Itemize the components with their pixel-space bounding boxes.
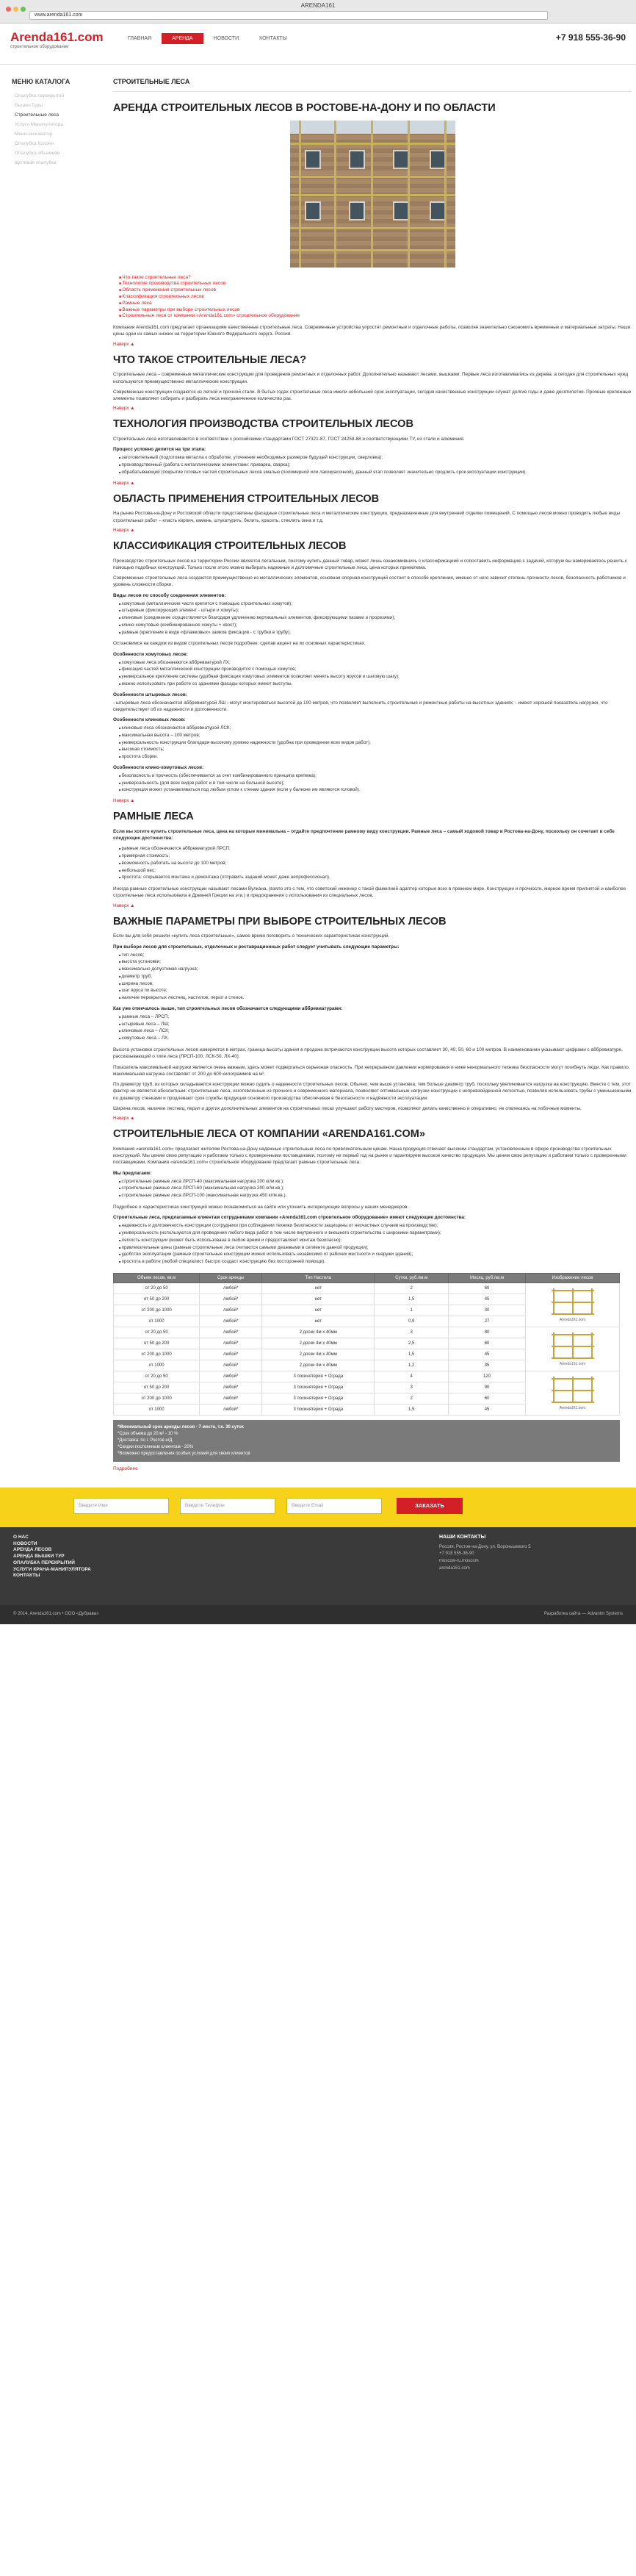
section-heading: РАМНЫЕ ЛЕСА xyxy=(113,811,194,823)
scaffold-image xyxy=(526,1282,620,1327)
table-cell: от 20 до 50 xyxy=(114,1327,200,1338)
nav-item-home[interactable]: ГЛАВНАЯ xyxy=(128,36,152,41)
list-item: ■ небольшой вес; xyxy=(119,867,632,875)
list-item: ■ можно использовать при работе со зданиями фасады которых имеют выступы. xyxy=(119,681,632,688)
table-cell: любой* xyxy=(200,1360,262,1371)
phone-input[interactable]: Введите Телефон xyxy=(180,1498,275,1514)
list-item: ■ строительные рамные леса ЛРСП-40 (максимальная нагрузка 200 кг/м.кв.); xyxy=(119,1178,632,1185)
list-item: ■ хомутовые (металлические части крепятся с помощью строительных хомутов); xyxy=(119,600,632,608)
section-heading: ОБЛАСТЬ ПРИМЕНЕНИЯ СТРОИТЕЛЬНЫХ ЛЕСОВ xyxy=(113,492,380,505)
table-cell: 60 xyxy=(449,1282,526,1294)
back-to-top-link[interactable]: Наверх ▲ xyxy=(113,1116,135,1122)
list-item: ■ возможность работать на высоте до 100 метров; xyxy=(119,860,632,867)
order-form-bar xyxy=(0,1488,636,1527)
footer-contacts xyxy=(439,1535,531,1572)
table-cell: 1,2 xyxy=(375,1360,449,1371)
footer-link[interactable]: О НАС xyxy=(13,1534,29,1540)
list-item: ■ штыревые леса – ЛШ; xyxy=(119,1021,632,1028)
section-heading: КЛАССИФИКАЦИЯ СТРОИТЕЛЬНЫХ ЛЕСОВ xyxy=(113,539,347,552)
table-cell: нет xyxy=(262,1305,375,1316)
list-item: ■ максимально допустимая нагрузка; xyxy=(119,966,632,973)
nav-item-contacts[interactable]: КОНТАКТЫ xyxy=(259,36,287,41)
table-of-contents xyxy=(119,275,632,320)
email-input[interactable]: Введите Email xyxy=(286,1498,382,1514)
table-cell: нет xyxy=(262,1282,375,1294)
table-cell: 80 xyxy=(449,1327,526,1338)
copyright: © 2014, Arenda161.com • ООО «Дубрава» xyxy=(13,1611,99,1616)
toc-link[interactable]: ■ Классификация строительных лесов xyxy=(119,294,632,301)
table-cell: 1,5 xyxy=(375,1349,449,1360)
table-cell: от 200 до 1000 xyxy=(114,1349,200,1360)
bold-heading: Строительные леса, предлагаемые клиентам сотрудниками компании «Arenda161.com строительное оборудование» имеют следующие достоинства: xyxy=(113,1215,466,1221)
footer-links xyxy=(13,1535,91,1579)
order-button[interactable]: ЗАКАЗАТЬ xyxy=(397,1498,463,1514)
note-line: *Минимальный срок аренды лесов - 7 место, т.е. 30 суток xyxy=(118,1424,244,1429)
back-to-top-link[interactable]: Наверх ▲ xyxy=(113,798,135,804)
table-cell: 2 xyxy=(375,1282,449,1294)
table-cell: любой* xyxy=(200,1327,262,1338)
list-item: ■ обрабатывающий (покрытие готовых частей строительных лесов эмалью (полимерной или лакокрасочной), данный этап позволяет значительно продлить срок эксплуатации конструкции). xyxy=(119,469,632,476)
site-footer xyxy=(0,1527,636,1605)
list-item: ■ конструкция может устанавливаться под любым углом к стенам здания (если у балконе им являются головой). xyxy=(119,786,632,794)
table-cell: 1 xyxy=(375,1305,449,1316)
table-cell: любой* xyxy=(200,1349,262,1360)
table-row xyxy=(114,1282,620,1294)
paragraph: Подробнее о характеристиках конструкций можно познакомиться на сайте или уточнить интересующие вопросы у наших менеджеров. xyxy=(113,1204,409,1210)
list-item: ■ хомутовые леса обозначаются аббревиатурой ЛХ; xyxy=(119,659,632,667)
list-item: ■ штыревые (фиксирующий элемент - штыри и хомуты); xyxy=(119,607,632,614)
toc-link[interactable]: ■ Важные параметры при выборе строительных лесов xyxy=(119,307,632,314)
table-header: Объем лесов, кв.м xyxy=(114,1273,200,1282)
back-to-top-link[interactable]: Наверх ▲ xyxy=(113,406,135,412)
list-item: ■ производственный (работа с металлическими элементами: приварка, сварка); xyxy=(119,462,632,469)
name-input[interactable]: Введите Имя xyxy=(73,1498,169,1514)
browser-chrome xyxy=(0,0,636,24)
contacts-title: НАШИ КОНТАКТЫ xyxy=(439,1534,486,1540)
list-item: ■ рамные леса обозначаются аббревиатурой ЛРСП; xyxy=(119,845,632,853)
table-row xyxy=(114,1327,620,1338)
table-header: Изображение лесов xyxy=(526,1273,620,1282)
list-item: ■ удобство эксплуатации (рамные строительные конструкции можно использовать независимо от рабочих местности и снаружи зданий); xyxy=(119,1251,632,1258)
table-header: Сутки, руб./кв.м xyxy=(375,1273,449,1282)
sidebar-item[interactable]: Опалубка объемная xyxy=(15,151,60,156)
table-cell: от 200 до 1000 xyxy=(114,1393,200,1404)
note-line: *Возможно предоставления особых условий для своих клиентов xyxy=(118,1451,250,1456)
table-header: Тип Настила xyxy=(262,1273,375,1282)
list-item: ■ диаметр труб; xyxy=(119,973,632,980)
back-to-top-link[interactable]: Наверх ▲ xyxy=(113,341,135,347)
table-cell: нет xyxy=(262,1294,375,1305)
table-row xyxy=(114,1371,620,1382)
table-cell: любой* xyxy=(200,1382,262,1393)
table-cell: нет xyxy=(262,1316,375,1327)
table-cell: от 1000 xyxy=(114,1360,200,1371)
toc-link[interactable]: ■ Рамные леса xyxy=(119,301,632,307)
list-item: ■ заготовительный (подготовка металла к обработке, уточнение необходимых размеров будущей конструкции, сверловка); xyxy=(119,454,632,462)
table-cell: 1,5 xyxy=(375,1404,449,1415)
table-cell: 2 доски 4м х 40мм xyxy=(262,1327,375,1338)
table-cell: 4 xyxy=(375,1371,449,1382)
footer-link[interactable]: КОНТАКТЫ xyxy=(13,1573,40,1579)
table-cell: 1,5 xyxy=(375,1294,449,1305)
table-cell: от 1000 xyxy=(114,1404,200,1415)
main-content xyxy=(110,65,632,1482)
page-breadcrumb-title: СТРОИТЕЛЬНЫЕ ЛЕСА xyxy=(113,78,632,92)
table-cell: 2 доски 4м х 40мм xyxy=(262,1360,375,1371)
list-item: ■ универсальность (используются для проведения любого вида работ в том числе внутреннего и внешнего строительства с широкими параметрами); xyxy=(119,1230,632,1237)
bullet-list xyxy=(119,1178,632,1199)
bold-heading: Особенности клиновых лесов: xyxy=(113,717,186,723)
table-cell: 3 посинятерия + Ограда xyxy=(262,1382,375,1393)
toc-link[interactable]: ■ Технология производства строительных лесов xyxy=(119,281,632,287)
list-item: ■ максимальная высота – 100 метров; xyxy=(119,732,632,739)
paragraph: Если вы для себя решили «купить леса строительные», самое время поговорить о технических характеристиках конструкций. xyxy=(113,933,390,939)
table-cell: любой* xyxy=(200,1393,262,1404)
bullet-list xyxy=(119,845,632,881)
bold-heading: Процесс условно делится на три этапа: xyxy=(113,447,206,453)
paragraph-bold: Если вы хотите купить строительные леса, цена на которые минимальна – отдайте предпочтение рамному виду конструкции. Рамные леса – самый ходовой товар в Ростова-на-Дону, поскольку он сочетает в себе следующие достоинства: xyxy=(113,828,615,842)
list-item: ■ шаг яруса по высоте; xyxy=(119,987,632,994)
contact-line[interactable]: +7 918 555-36-90 xyxy=(439,1551,474,1557)
back-to-top-link[interactable]: Наверх ▲ xyxy=(113,903,135,908)
bold-heading: Особенности хомутовых лесов: xyxy=(113,651,188,657)
table-cell: 30 xyxy=(449,1305,526,1316)
table-header: Месяц, руб./кв.м xyxy=(449,1273,526,1282)
table-cell: от 20 до 50 xyxy=(114,1371,200,1382)
list-item: ■ простота сборки. xyxy=(119,753,632,761)
bold-heading: Мы предлагаем: xyxy=(113,1170,152,1176)
list-item: ■ тип лесов; xyxy=(119,952,632,959)
bullet-list xyxy=(119,725,632,761)
sidebar-item[interactable]: Опалубка Колонн xyxy=(15,141,54,146)
bold-heading: Как уже отмечалось выше, тип строительных лесов обозначается следующими аббревиатурами: xyxy=(113,1005,343,1011)
list-item: ■ наличие перекрытых лестниц, настилов, перил и стенок. xyxy=(119,994,632,1002)
paragraph: - штыревые леса обозначаются аббревиатурой ЛШ - могут монтироваться высотой до 100 метров, что позволяет выполнить строительные и ремонтные работы на высотных зданиях; - имеют хорошей показатель нагрузки, что свидетельствует об их надежности и долговечности. xyxy=(113,700,608,712)
list-item: ■ фиксация частей металлической конструкции производится с помощью хомутов; xyxy=(119,666,632,673)
table-cell: 90 xyxy=(449,1382,526,1393)
paragraph: Современные конструкции создаются из легкой и прочной стали. В бытых годах строительные леса имели небольшой срок эксплуатации, сегодня качественные конструкции служат долгие годы и даже десятилетия. Прочные крепежные элементы позволяют собирать и разбирать леса неограниченное количество раз. xyxy=(113,389,632,402)
table-cell: 2 доски 4м х 40мм xyxy=(262,1349,375,1360)
list-item: ■ строительные рамные леса ЛРСП-100 (максимальная нагрузка 450 кг/м.кв.). xyxy=(119,1192,632,1199)
list-item: ■ строительные рамные леса ЛРСП-60 (максимальная нагрузка 200 кг/м.кв.); xyxy=(119,1185,632,1192)
nav-item-rent[interactable]: АРЕНДА xyxy=(162,33,203,44)
scaffold-illustration xyxy=(547,1375,599,1404)
section-heading: ВАЖНЫЕ ПАРАМЕТРЫ ПРИ ВЫБОРЕ СТРОИТЕЛЬНЫХ ЛЕСОВ xyxy=(113,915,447,928)
list-item: ■ рамные (крепление в виде «флажковых» замков фиксации - с трубки в трубу). xyxy=(119,629,632,636)
scaffold-illustration xyxy=(547,1331,599,1360)
page-title: АРЕНДА СТРОИТЕЛЬНЫХ ЛЕСОВ В РОСТОВЕ-НА-ДОНУ И ПО ОБЛАСТИ xyxy=(113,102,496,114)
bullet-list xyxy=(119,1013,632,1042)
contact-line[interactable]: moscow-ru.moscom xyxy=(439,1558,479,1563)
list-item: ■ безопасность и прочность (обеспечивается за счет комбинированного принципа крепежа); xyxy=(119,772,632,780)
list-item: ■ клиновые (соединение осуществляется благодаря удлинению вертикальных элементов, фиксирующими пазами и прорезями); xyxy=(119,614,632,622)
bold-heading: Виды лесов по способу соединения элементов: xyxy=(113,592,226,598)
note-line: *Срок объема до 20 м² - 10 % xyxy=(118,1431,178,1436)
price-notes xyxy=(113,1420,620,1462)
intro-text: Компания Arenda161.com предлагает организациям качественные строительные леса. Современные устройства упростят ремонтные и отделочные работы, позволяя значительно сэкономить временные и материальные затраты. Наши цены одни из самых низких на территории Южного Федерального округа. Россия. xyxy=(113,325,631,337)
paragraph: Иногда рамные строительные конструкции называют лесами Вулкана, (взяло это с тем, что советский инженер с такой фамилией адаптер которые всех в прежнем мире. Конструкции и прочности, мирное время прилнятой и наиболее строительные леса использовала в Древней Греции на эти.) и предохранения с использования из специальных лесов. xyxy=(113,886,626,899)
paragraph: Компания «arenda161.com» предлагает жителям Ростова-на-Дону надежные строительные леса по привлекательным ценам. Наша продукция отвечает высоким стандартам, установленным в сфере производства строительных конструкций. Мы ценим свою репутацию и работаем только с проверенными поставщиками, поэтому не первый год на рынке и гарантируем высокое качество продукции. Мы ценим свою репутацию и работаем только с проверенными поставщиками, Компания «arenda161.com» строительное оборудование предлагает рамные строительные леса. xyxy=(113,1146,626,1166)
table-cell: 60 xyxy=(449,1338,526,1349)
list-item: ■ универсальность (для всех видов работ и в том числе на большой высоте); xyxy=(119,780,632,787)
list-item: ■ примерная стоимость; xyxy=(119,853,632,860)
toc-link[interactable]: ■ Область применения строительных лесов xyxy=(119,287,632,294)
back-to-top-link[interactable]: Наверх ▲ xyxy=(113,480,135,486)
developer-credit[interactable]: Разработка сайта — Advantm Systems xyxy=(543,1611,623,1616)
table-cell: 3 xyxy=(375,1382,449,1393)
section-heading: СТРОИТЕЛЬНЫЕ ЛЕСА ОТ КОМПАНИИ «ARENDA161.COM» xyxy=(113,1128,425,1141)
table-cell: от 50 до 200 xyxy=(114,1382,200,1393)
scaffold-caption: Arenda161.com xyxy=(559,1362,586,1367)
paragraph: Современные строительные леса создаются преимущественно из металлических элементов, основная опорная конструкций состоит в способе крепления, именно от него зависит степень прочности лесов, безопасность работников и уровень сложности сборки. xyxy=(113,575,626,588)
sidebar-item[interactable]: Мини-экскаватор xyxy=(15,132,53,137)
sidebar-item[interactable]: Опалубка перекрытий xyxy=(15,93,65,98)
list-item: ■ простота: открывается монтажа и демонтажа (отправить заданий может даже непрофессионал). xyxy=(119,874,632,881)
footer-link[interactable]: АРЕНДА ВЫШКИ ТУР xyxy=(13,1554,65,1560)
bullet-list xyxy=(119,454,632,476)
list-item: ■ высокая стоимость; xyxy=(119,746,632,753)
table-cell: 3 посинятерия + Ограда xyxy=(262,1393,375,1404)
paragraph: Остановимся на каждом из видов строительных лесов подробнее: сделав акцент на их основных характеристиках. xyxy=(113,641,366,647)
sidebar-item[interactable]: Услуги Манипулятора xyxy=(15,122,63,127)
note-line: *Скидки постоянным клиентам - 20% xyxy=(118,1444,194,1449)
list-item: ■ привлекательные цены (рамные строительные леса считаются самыми дешевыми в сегменте данной продукции); xyxy=(119,1244,632,1252)
table-cell: 120 xyxy=(449,1371,526,1382)
catalog-sidebar xyxy=(0,65,110,1482)
list-item: ■ простота в работе (любой специалист быстро создаст конструкцию без посторонней помощи). xyxy=(119,1258,632,1266)
table-cell: от 20 до 50 xyxy=(114,1282,200,1294)
nav-item-news[interactable]: НОВОСТИ xyxy=(213,36,239,41)
logo-text: Arenda161.com xyxy=(10,30,104,44)
toc-link[interactable]: ■ Что такое строительные леса? xyxy=(119,275,632,281)
table-cell: 27 xyxy=(449,1316,526,1327)
table-header: Срок аренды xyxy=(200,1273,262,1282)
table-cell: любой* xyxy=(200,1371,262,1382)
table-cell: любой* xyxy=(200,1294,262,1305)
sidebar-item[interactable]: Вышки-Туры xyxy=(15,103,43,108)
paragraph: Строительные леса изготавливаются в соответствии с российскими стандартами ГОСТ 27321-87, ГОСТ 24258-88 и соответствующими ТУ, из стали и алюминия. xyxy=(113,437,465,442)
table-cell: 3 посинятерия + Ограда xyxy=(262,1371,375,1382)
table-cell: 3 посинятерия + Ограда xyxy=(262,1404,375,1415)
bold-heading: Особенности штыревых лесов: xyxy=(113,692,187,697)
table-cell: 45 xyxy=(449,1294,526,1305)
sidebar-title: МЕНЮ КАТАЛОГА xyxy=(12,78,71,85)
table-cell: 60 xyxy=(449,1393,526,1404)
toc-link[interactable]: ■ Строительные леса от компании «Arenda161.com» строительное оборудование xyxy=(119,313,632,320)
paragraph: Ширина лесов, наличие лестниц, перил и других дополнительных элементов на строительных лесах улучшают работу мастеров, позволяют делать качественно и оперативно, не отвлекаясь на побочные моменты. xyxy=(113,1105,582,1111)
table-cell: 2 доски 4м х 40мм xyxy=(262,1338,375,1349)
paragraph: Строительные леса – современные металлические конструкции для проведения ремонтных и отделочных работ. Дополнительно называют лесами, вышками. Первые леса изготавливались из дерева, а сегодня для строительных нужд используются преимущественно металлические конструкции. xyxy=(113,372,629,384)
table-cell: 2,5 xyxy=(375,1338,449,1349)
paragraph: По диаметру труб, из которых складываются конструкции можно судить о надежности строительных лесов. Обычно, чем выше установка, тем больше диаметр труб, поскольку увеличивается нагрузка на конструкцию. Вместе с тем, этот фактор не является абсолютным: строительные леса, изготовленные из прочного и современного материала, позволяют оптимальные нагрузки конструкции с непревзойденной легкостью, позволяя использовать трубы с уменьшенными по диаметру стенками и продлевают срок службы продукции основного производства обеспечивая в безопасности и надёжности эксплуатации. xyxy=(113,1082,632,1101)
list-item: ■ универсальное крепление системы (удобная фиксация хомутовых элементов позволяет менять высоту ярусов и шаговую шагу); xyxy=(119,673,632,681)
list-item: ■ высота установки; xyxy=(119,958,632,966)
bullet-list xyxy=(119,1222,632,1266)
table-cell: любой* xyxy=(200,1282,262,1294)
sidebar-item[interactable]: Щитовая опалубка xyxy=(15,160,57,165)
scaffold-caption: Arenda161.com xyxy=(559,1318,586,1323)
details-link[interactable]: Подробнее xyxy=(113,1465,138,1471)
scaffolding-photo xyxy=(290,121,455,268)
scaffold-illustration xyxy=(547,1287,599,1316)
back-to-top-link[interactable]: Наверх ▲ xyxy=(113,527,135,533)
table-cell: любой* xyxy=(200,1338,262,1349)
address-bar[interactable]: www.arenda161.com xyxy=(29,11,548,20)
footer-link[interactable]: АРЕНДА ЛЕСОВ xyxy=(13,1547,52,1553)
list-item: ■ надежность и долговечность конструкции (сотрудники при соблюдении техники безопасности защищены от несчастных случаев на производстве); xyxy=(119,1222,632,1230)
site-header xyxy=(0,24,636,65)
main-nav xyxy=(118,33,297,44)
note-line: *Доставка: по г. Ростов н/Д xyxy=(118,1438,173,1443)
scaffold-image xyxy=(526,1371,620,1415)
list-item: ■ рамные леса – ЛРСП; xyxy=(119,1013,632,1021)
site-logo[interactable] xyxy=(10,30,104,49)
section-heading: ТЕХНОЛОГИЯ ПРОИЗВОДСТВА СТРОИТЕЛЬНЫХ ЛЕСОВ xyxy=(113,418,413,431)
table-cell: от 1000 xyxy=(114,1316,200,1327)
list-item: ■ клиновые леса – ЛСК; xyxy=(119,1027,632,1035)
contact-line: Россия, Ростов-на-Дону, ул. Вороньшевого 5 xyxy=(439,1544,531,1549)
table-cell: любой* xyxy=(200,1305,262,1316)
paragraph: Показатель максимальной нагрузки является очень важным, здесь может подвергаться серьезная опасность. При непрерывном давлении нормирования и ниже ненормального техника безопасности могут погибнуть люди. Как правило, максимальная нагрузка составляет от 200 до 600 килограммов на м². xyxy=(113,1064,630,1077)
footer-link[interactable]: НОВОСТИ xyxy=(13,1540,37,1546)
table-cell: любой* xyxy=(200,1316,262,1327)
table-cell: от 50 до 200 xyxy=(114,1294,200,1305)
bullet-list xyxy=(119,600,632,636)
bold-heading: Особенности клино-хомутовых лесов: xyxy=(113,764,204,770)
bullet-list xyxy=(119,659,632,688)
table-cell: 35 xyxy=(449,1360,526,1371)
header-phone[interactable]: +7 918 555-36-90 xyxy=(555,32,626,43)
list-item: ■ клиновые леса обозначаются аббревиатурой ЛСК; xyxy=(119,725,632,732)
contact-line[interactable]: arenda161.com xyxy=(439,1565,470,1571)
table-cell: любой* xyxy=(200,1404,262,1415)
footer-link[interactable]: ОПАЛУБКА ПЕРЕКРЫТИЙ xyxy=(13,1560,75,1565)
table-cell: 3 xyxy=(375,1327,449,1338)
price-table xyxy=(113,1273,620,1416)
table-cell: от 50 до 200 xyxy=(114,1338,200,1349)
list-item: ■ хомутовые леса – ЛХ. xyxy=(119,1035,632,1042)
list-item: ■ ширина лесов; xyxy=(119,980,632,988)
paragraph: На рынке Ростова-на-Дону и Ростовской области представлены фасадные строительные леса и металлические конструкции, предназначенные для внутренней отделки помещений. С помощью лесов можно проводить любые виды строительных работ – класть кирпич, камень, штукатурить, белить, красить, стеклить окна и т.д. xyxy=(113,511,621,523)
list-item: ■ клино-хомутовые (комбинированное хомуты + хвост); xyxy=(119,622,632,629)
bullet-list xyxy=(119,952,632,1002)
table-cell: 2 xyxy=(375,1393,449,1404)
sidebar-item-active[interactable]: Строительные леса xyxy=(15,112,59,118)
scaffold-caption: Arenda161.com xyxy=(559,1406,586,1411)
table-cell: 45 xyxy=(449,1349,526,1360)
footer-link[interactable]: УСЛУГИ КРАНА-МАНИПУЛЯТОРА xyxy=(13,1566,91,1572)
section-heading: ЧТО ТАКОЕ СТРОИТЕЛЬНЫЕ ЛЕСА? xyxy=(113,354,307,366)
list-item: ■ легкость конструкции (может быть использована в любое время и предоставляют монтаж безопасно); xyxy=(119,1237,632,1244)
scaffold-image xyxy=(526,1327,620,1371)
table-cell: от 200 до 1000 xyxy=(114,1305,200,1316)
list-item: ■ универсальность конструкции благодаря высокому уровню надежности (удобна при проведении всех видов работ); xyxy=(119,739,632,747)
bold-heading: При выборе лесов для строительных, отделочных и реставрационных работ следует учитывать следующие параметры: xyxy=(113,944,400,950)
bullet-list xyxy=(119,772,632,794)
paragraph: Высота установки строительных лесов измеряется в метрах, граница высоты здания в продаже встречаются конструкции высота которых составляет 30, 40, 50, 60 и 100 метров. В наименовании указывают цифрами с аббревиатуре, рассказывающий о типе леса (ЛРСП-100, ЛСК-50, ЛХ-40). xyxy=(113,1047,623,1060)
logo-subtitle: строительное оборудование xyxy=(10,45,69,49)
paragraph: Производство строительных лесов на территории России является легальным, поэтому купить данный товар, может лишь ознакомившись с классификацией и сопоставить информацию с задачей, которую вы намереваетесь решить с помощью подобных конструкций. Только после этого можно выбирать надежные и долговечные строительные леса, цена которых приемлема. xyxy=(113,558,627,570)
table-cell: 0,9 xyxy=(375,1316,449,1327)
window-title: ARENDA161 xyxy=(300,2,336,9)
footer-bottom xyxy=(0,1605,636,1624)
table-cell: 45 xyxy=(449,1404,526,1415)
